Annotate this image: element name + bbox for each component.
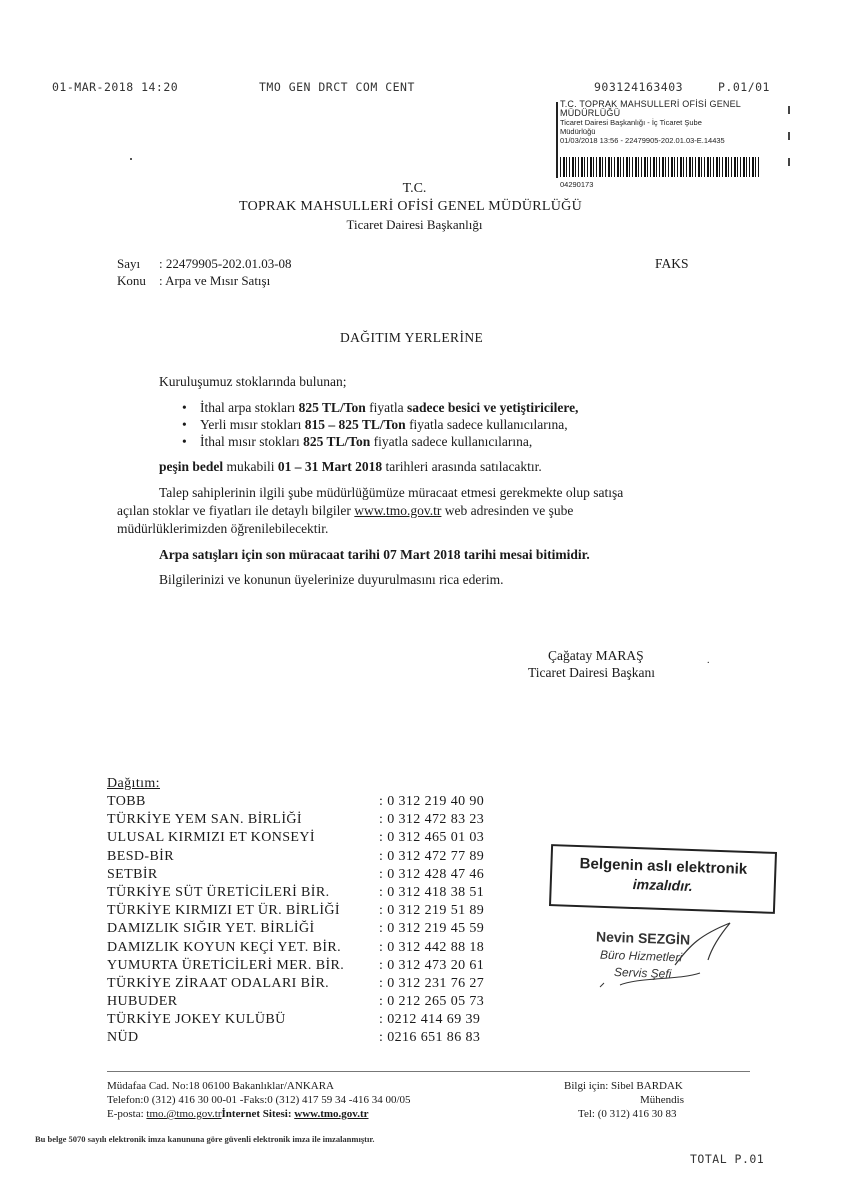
table-row — [107, 921, 527, 939]
bullet-2-price: 815 – 825 TL/Ton — [304, 417, 406, 432]
bullet-3-text: İthal mısır stokları — [200, 434, 304, 449]
table-row — [107, 976, 527, 994]
recipient-name: SETBİR — [107, 866, 158, 882]
table-row — [107, 812, 527, 830]
eposta-label: E-posta: — [107, 1108, 147, 1120]
recipient-name: ULUSAL KIRMIZI ET KONSEYİ — [107, 830, 315, 846]
table-row — [107, 849, 527, 867]
recipient-name: DAMIZLIK SIĞIR YET. BİRLİĞİ — [107, 921, 315, 937]
table-row — [107, 1012, 527, 1030]
para2-line-1: Talep sahiplerinin ilgili şube müdürlüğümüze müracaat etmesi gerekmekte olup satışa — [159, 485, 624, 500]
handwritten-signature — [580, 905, 750, 995]
recipient-phone: : 0 312 473 20 61 — [379, 957, 485, 973]
recipient-phone: : 0212 414 69 39 — [379, 1012, 481, 1028]
registration-stamp — [556, 100, 770, 192]
fax-number: 903124163403 — [594, 80, 684, 94]
stamp-line-4: Müdürlüğü — [560, 127, 596, 136]
bullet-1-text: İthal arpa stokları — [200, 400, 299, 415]
recipient-name: HUBUDER — [107, 994, 178, 1010]
barcode-icon — [560, 157, 760, 177]
fax-total: TOTAL P.01 — [690, 1152, 765, 1166]
stamp-border-line — [556, 102, 558, 178]
stamp-line-3: Ticaret Dairesi Başkanlığı - İç Ticaret Şube — [560, 118, 702, 127]
recipient-phone: : 0 312 428 47 46 — [379, 866, 485, 882]
bullet-2-text: Yerli mısır stokları — [200, 417, 305, 432]
eposta-link[interactable]: tmo.@tmo.gov.tr — [146, 1108, 222, 1120]
payment-dates: 01 – 31 Mart 2018 — [277, 459, 383, 474]
bullet-3-end: fiyatla sadece kullanıcılarına, — [370, 434, 533, 449]
bullet-1-target: sadece besici ve yetiştiricilere, — [407, 400, 579, 415]
recipient-name: TÜRKİYE KIRMIZI ET ÜR. BİRLİĞİ — [107, 903, 340, 919]
list-item — [176, 399, 736, 416]
intro-text: Kuruluşumuz stoklarında bulunan; — [159, 374, 347, 389]
para2-line-2 — [117, 502, 573, 520]
certifier-name: Nevin SEZGİN — [595, 928, 691, 948]
speck — [130, 158, 132, 160]
margin-mark — [788, 106, 790, 114]
signer-name: Çağatay MARAŞ — [548, 648, 644, 663]
bullet-2-end: fiyatla sadece kullanıcılarına, — [405, 417, 568, 432]
table-row — [107, 867, 527, 885]
recipient-name: TÜRKİYE SÜT ÜRETİCİLERİ BİR. — [107, 884, 330, 900]
barcode-number: 04290173 — [560, 180, 594, 189]
stamp-line-1: T.C. TOPRAK MAHSULLERİ OFİSİ GENEL — [560, 99, 742, 109]
para2-line-2b: web adresinden ve şube — [441, 503, 574, 518]
certify-line-1: Belgenin aslı elektronik — [579, 855, 748, 878]
sayi-label: Sayı — [117, 256, 141, 271]
website-link[interactable]: www.tmo.gov.tr — [354, 503, 442, 518]
recipient-phone: : 0 312 442 88 18 — [379, 939, 485, 955]
table-row — [107, 885, 527, 903]
bullet-1-mid: fiyatla — [365, 400, 407, 415]
footer-contacts — [107, 1108, 369, 1122]
list-item — [176, 433, 736, 450]
payment-end: tarihleri arasında satılacaktır. — [382, 459, 542, 474]
konu-label: Konu — [117, 273, 146, 288]
stamp-line-2: MÜDÜRLÜĞÜ — [560, 108, 621, 118]
info-contact: Bilgi için: Sibel BARDAK — [564, 1080, 683, 1092]
table-row — [107, 830, 527, 848]
table-row — [107, 1030, 527, 1048]
footer-address: Müdafaa Cad. No:18 06100 Bakanlıklar/ANKARA — [107, 1080, 334, 1092]
request-text: Bilgilerinizi ve konunun üyelerinize duyurulmasını rica ederim. — [159, 572, 504, 587]
recipient-phone: : 0 312 219 45 59 — [379, 921, 485, 937]
certified-copy-stamp — [549, 844, 777, 914]
footer-phone: Telefon:0 (312) 416 30 00-01 -Faks:0 (312) 417 59 34 -416 34 00/05 — [107, 1094, 411, 1106]
header-org: TOPRAK MAHSULLERİ OFİSİ GENEL MÜDÜRLÜĞÜ — [238, 199, 583, 214]
table-row — [107, 994, 527, 1012]
recipient-phone: : 0 212 265 05 73 — [379, 994, 485, 1010]
bullet-3-price: 825 TL/Ton — [303, 434, 371, 449]
recipient-name: TÜRKİYE ZİRAAT ODALARI BİR. — [107, 975, 330, 991]
table-row — [107, 903, 527, 921]
recipient-name: DAMIZLIK KOYUN KEÇİ YET. BİR. — [107, 939, 342, 955]
header-tc: T.C. — [402, 181, 427, 196]
fax-datetime: 01-MAR-2018 14:20 — [52, 80, 179, 94]
konu-value: : Arpa ve Mısır Satışı — [159, 273, 271, 288]
table-row — [107, 958, 527, 976]
recipient-phone: : 0 312 219 40 90 — [379, 794, 485, 809]
margin-mark — [788, 158, 790, 166]
recipient: DAĞITIM YERLERİNE — [340, 330, 484, 345]
info-title: Mühendis — [640, 1094, 684, 1106]
recipient-name: YUMURTA ÜRETİCİLERİ MER. BİR. — [107, 957, 345, 973]
recipient-phone: : 0 312 472 83 23 — [379, 812, 485, 828]
para2-line-3: müdürlüklerimizden öğrenilebilecektir. — [117, 521, 329, 536]
header-dept: Ticaret Dairesi Başkanlığı — [346, 217, 483, 232]
esign-note: Bu belge 5070 sayılı elektronik imza kanununa göre güvenli elektronik imza ile imzalanmıştır. — [35, 1134, 375, 1144]
recipient-phone: : 0 312 472 77 89 — [379, 848, 485, 864]
certifier-title-2: Servis Şefi — [613, 965, 672, 981]
list-item — [176, 416, 736, 433]
recipient-name: TÜRKİYE YEM SAN. BİRLİĞİ — [107, 812, 302, 828]
faks-label: FAKS — [655, 256, 689, 271]
recipient-name: TÜRKİYE JOKEY KULÜBÜ — [107, 1012, 286, 1028]
margin-mark — [788, 132, 790, 140]
internet-link[interactable]: www.tmo.gov.tr — [294, 1108, 369, 1120]
recipient-name: NÜD — [107, 1030, 139, 1046]
footer-divider — [107, 1071, 750, 1072]
recipient-name: BESD-BİR — [107, 848, 174, 864]
recipient-phone: : 0216 651 86 83 — [379, 1030, 481, 1046]
deadline-text: Arpa satışları için son müracaat tarihi 07 Mart 2018 tarihi mesai bitimidir. — [159, 547, 590, 562]
stock-list — [176, 399, 736, 450]
fax-page: P.01/01 — [718, 80, 770, 94]
recipient-phone: : 0 312 219 51 89 — [379, 903, 485, 919]
payment-bold-1: peşin bedel — [159, 459, 224, 474]
bullet-1-price: 825 TL/Ton — [298, 400, 366, 415]
payment-text — [159, 458, 542, 476]
table-row — [107, 794, 527, 812]
fax-sender: TMO GEN DRCT COM CENT — [259, 80, 415, 94]
recipient-phone: : 0 312 418 38 51 — [379, 884, 485, 900]
speck: . — [707, 655, 710, 666]
signer-title: Ticaret Dairesi Başkanı — [528, 665, 655, 680]
para2-line-2a: açılan stoklar ve fiyatları ile detaylı bilgiler — [117, 503, 355, 518]
info-tel: Tel: (0 312) 416 30 83 — [578, 1108, 677, 1120]
distribution-list — [107, 776, 527, 1049]
certifier-title-1: Büro Hizmetleri — [599, 947, 683, 965]
internet-label: İnternet Sitesi: — [221, 1108, 295, 1120]
certify-line-2: imzalıdır. — [632, 875, 694, 895]
recipient-phone: : 0 312 231 76 27 — [379, 975, 485, 991]
sayi-value: : 22479905-202.01.03-08 — [159, 256, 292, 271]
stamp-line-5: 01/03/2018 13:56 - 22479905-202.01.03-E.14435 — [560, 136, 725, 145]
recipient-phone: : 0 312 465 01 03 — [379, 830, 485, 846]
distribution-label: Dağıtım: — [107, 776, 160, 791]
payment-mid: mukabili — [223, 459, 278, 474]
table-row — [107, 940, 527, 958]
recipient-name: TOBB — [107, 794, 146, 809]
